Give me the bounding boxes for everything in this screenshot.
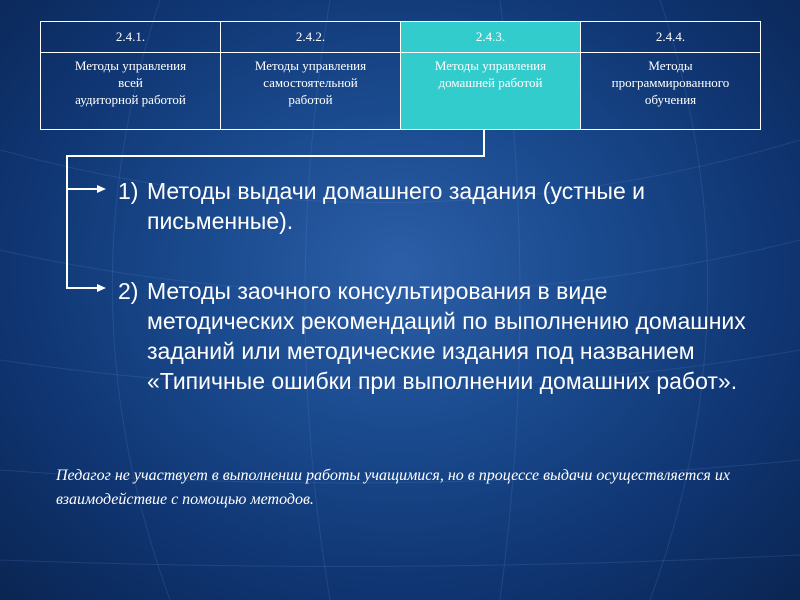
cell-classroom-methods	[41, 53, 221, 130]
header-2-4-1: 2.4.1.	[41, 22, 221, 53]
list-item-2	[118, 276, 748, 426]
cell-line: работой	[288, 92, 333, 107]
cell-line: всей	[118, 75, 143, 90]
table-body-row	[41, 53, 761, 130]
header-2-4-3: 2.4.3.	[401, 22, 581, 53]
cell-programmed-learning-methods	[581, 53, 761, 130]
arrow-head-1	[97, 185, 106, 193]
cell-line: обучения	[644, 92, 697, 107]
cell-homework-methods	[401, 53, 581, 130]
cell-line: самостоятельной	[263, 75, 358, 90]
cell-self-study-methods	[221, 53, 401, 130]
header-2-4-4: 2.4.4.	[581, 22, 761, 53]
cell-line: аудиторной работой	[75, 92, 186, 107]
cell-line: Методы управления	[74, 58, 187, 73]
table-header-row	[41, 22, 761, 53]
list-item-text: Методы выдачи домашнего задания (устные и письменные).	[147, 178, 645, 234]
cell-line: Методы	[648, 58, 693, 73]
list-item-number: 1)	[118, 178, 139, 204]
list-item-text: Методы заочного консультирования в виде методических рекомендаций по выполнению домашних заданий или методические издания под названием «Типичные ошибки при выполнении домашних работ».	[147, 278, 746, 394]
header-2-4-2: 2.4.2.	[221, 22, 401, 53]
cell-line: Методы управления	[434, 58, 547, 73]
cell-line: программированного	[611, 75, 730, 90]
arrow-head-2	[97, 284, 106, 292]
methods-table	[40, 21, 761, 130]
cell-line: Методы управления	[254, 58, 367, 73]
cell-line: домашней работой	[438, 75, 543, 90]
list-item-number: 2)	[118, 278, 139, 304]
teacher-note: Педагог не участвует в выполнении работы учащимися, но в процессе выдачи осуществляется их взаимодействие с помощью методов.	[56, 467, 730, 508]
list-item-1	[118, 176, 718, 238]
